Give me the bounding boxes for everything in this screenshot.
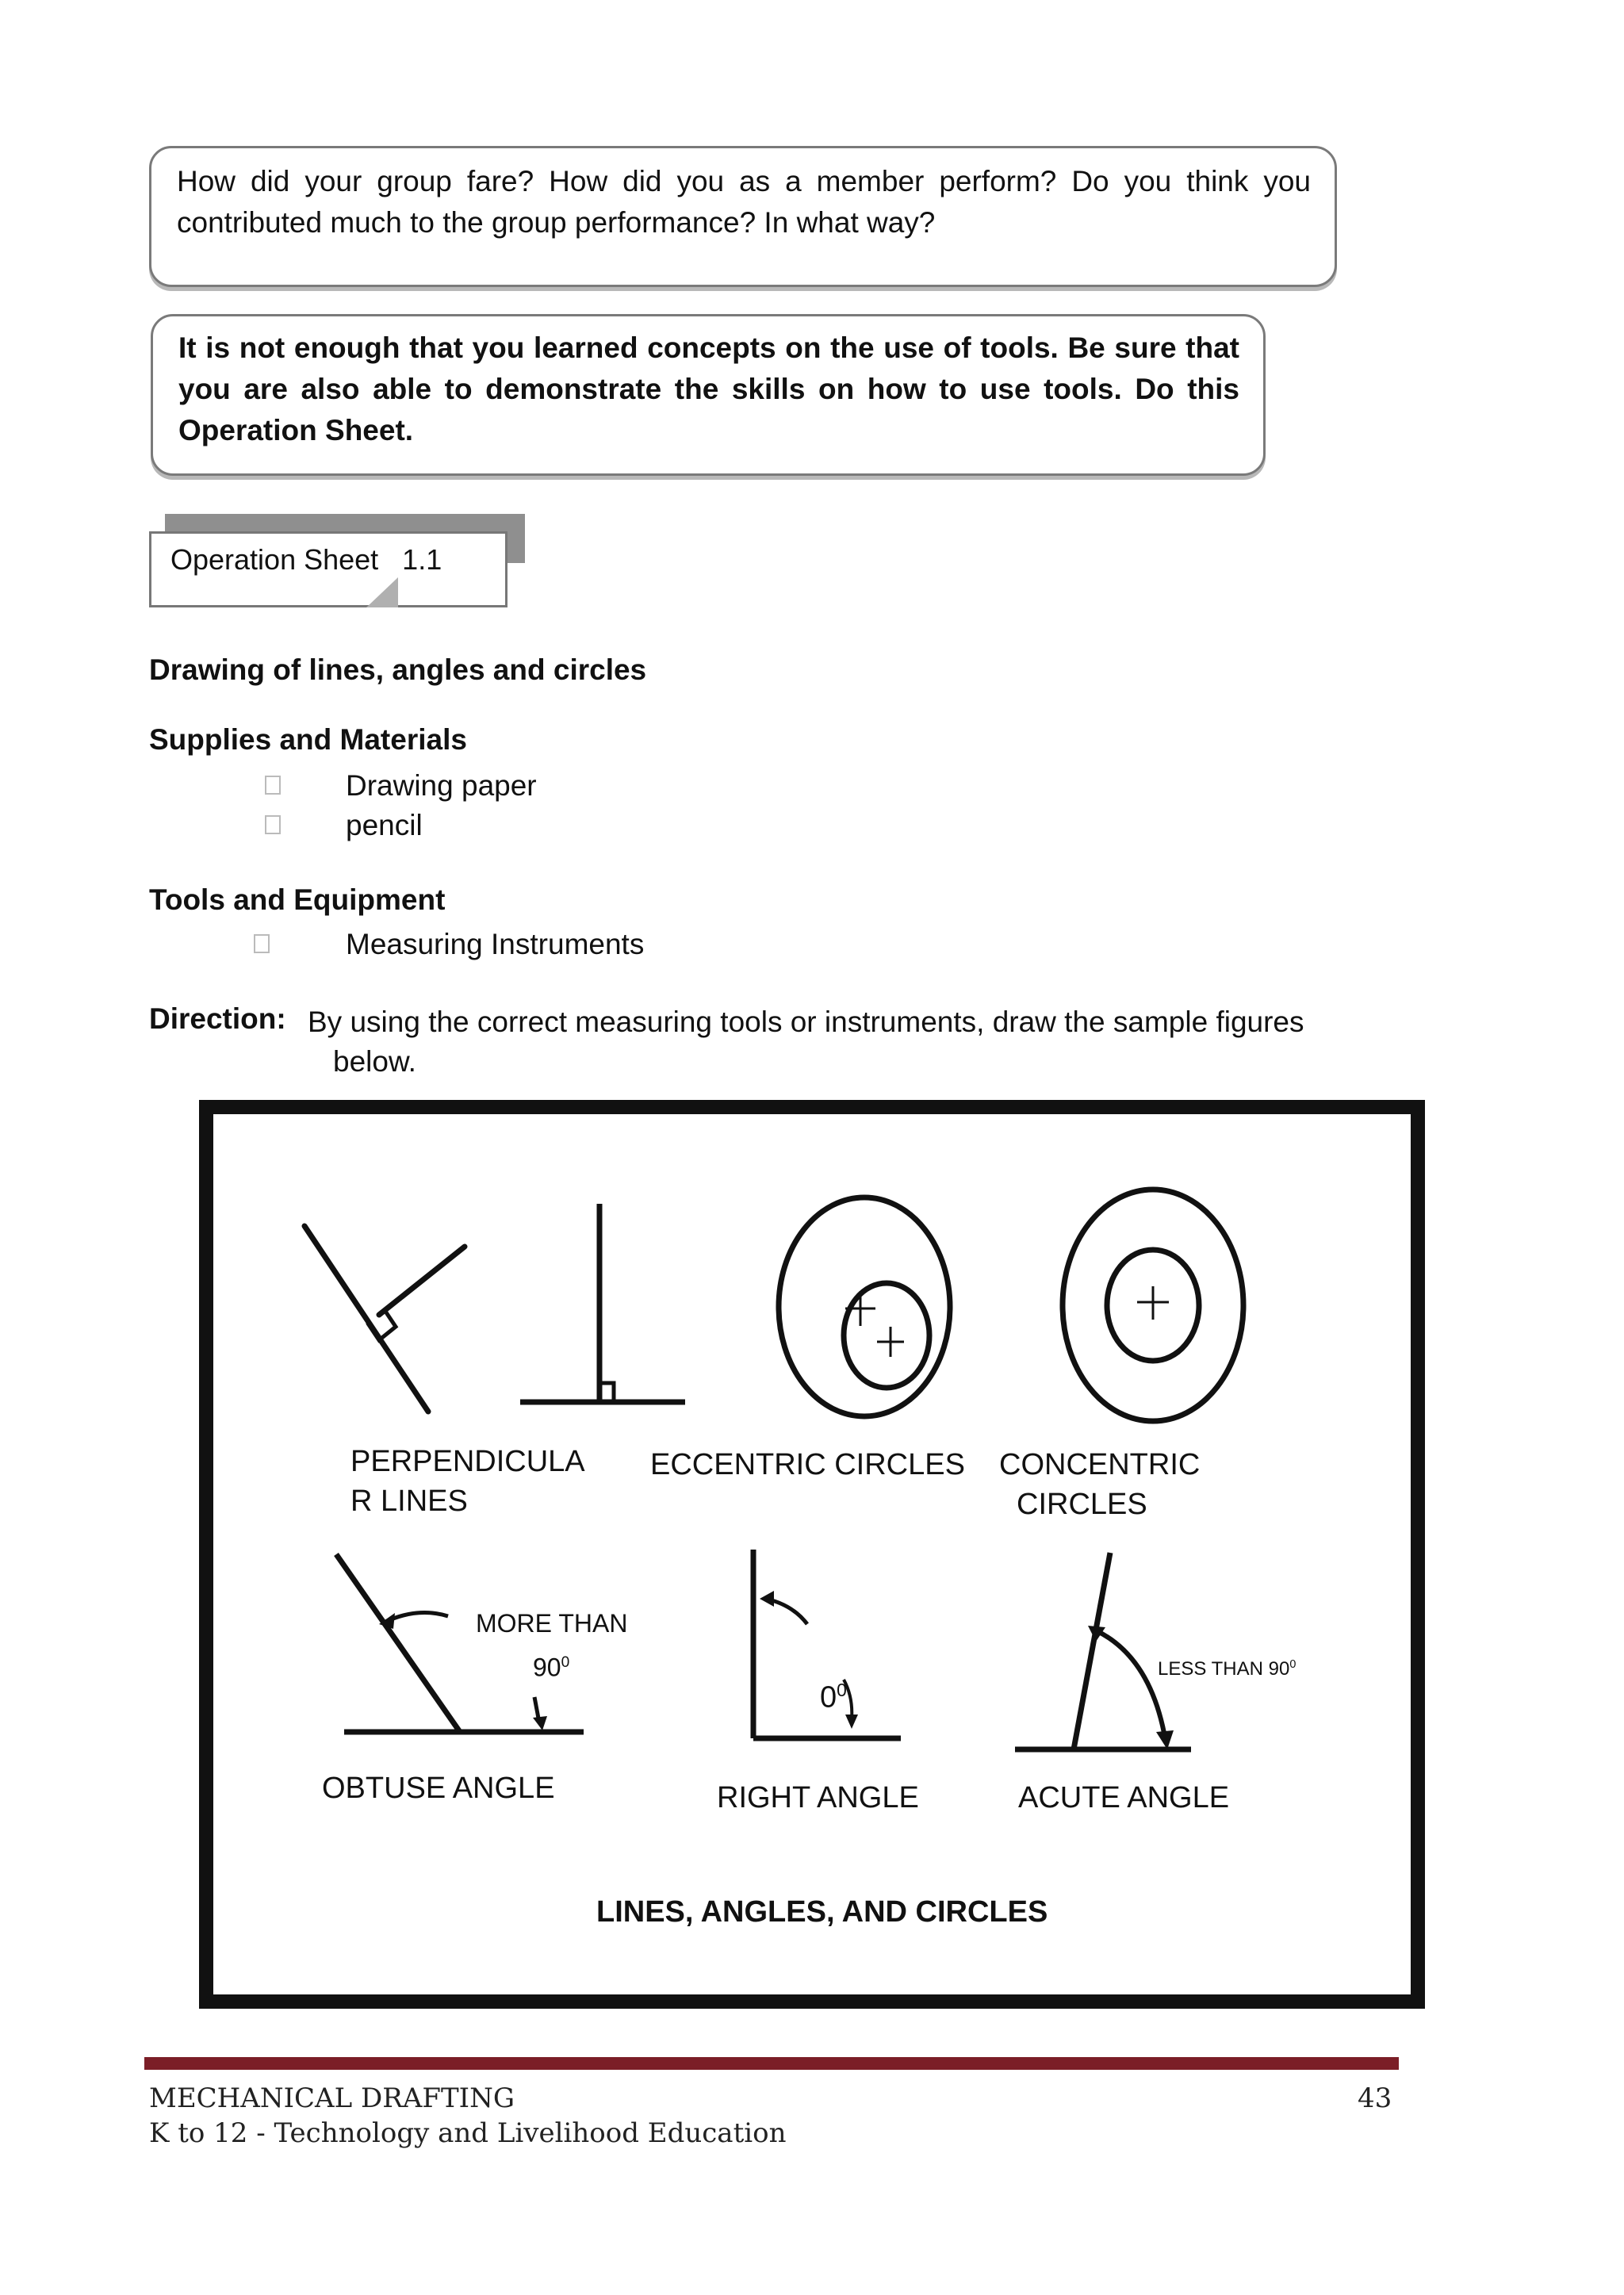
eccentric-circles bbox=[779, 1197, 950, 1416]
perpendicular-label-2: R LINES bbox=[350, 1485, 468, 1518]
more-than-label-1: MORE THAN bbox=[476, 1609, 628, 1638]
instruction-text: It is not enough that you learned concepts on the use of tools. Be sure that you are also able to demonstrate the skills on how to use tools. Do this Operation Sheet. bbox=[178, 331, 1239, 446]
reflection-text: How did your group fare? How did you as a member perform? Do you think you contributed much to the group performance? In what way? bbox=[177, 165, 1311, 239]
direction-line-1: By using the correct measuring tools or instruments, draw the sample figures bbox=[308, 1006, 1304, 1038]
perpendicular-lines-upright bbox=[520, 1204, 685, 1402]
concentric-circles bbox=[1063, 1190, 1243, 1421]
page-number: 43 bbox=[1358, 2082, 1392, 2114]
concentric-label-1: CONCENTRIC bbox=[999, 1448, 1201, 1481]
more-than-label-2: $90^0$ bbox=[533, 1653, 570, 1682]
tool-item: Measuring Instruments bbox=[346, 928, 645, 960]
less-than-label: LESS THAN $90^0$ bbox=[1158, 1658, 1297, 1680]
sheet-title: Drawing of lines, angles and circles bbox=[149, 653, 647, 686]
supply-item: Drawing paper bbox=[346, 769, 537, 802]
footer-program: K to 12 - Technology and Livelihood Education bbox=[149, 2117, 787, 2149]
supply-item: pencil bbox=[346, 809, 423, 841]
footer-rule bbox=[144, 2057, 1399, 2070]
figure-frame bbox=[206, 1107, 1418, 2002]
operation-sheet-label: Operation Sheet 1.1 bbox=[170, 543, 442, 576]
footer-course: MECHANICAL DRAFTING bbox=[149, 2082, 515, 2114]
obtuse-angle-label: OBTUSE ANGLE bbox=[322, 1772, 555, 1805]
concentric-label-2: CIRCLES bbox=[1017, 1488, 1147, 1521]
perpendicular-lines-slanted bbox=[304, 1226, 465, 1412]
supplies-heading: Supplies and Materials bbox=[149, 723, 467, 756]
right-angle-label: RIGHT ANGLE bbox=[717, 1781, 919, 1814]
zero-degree-label: $0^0$ bbox=[820, 1680, 847, 1715]
figure-caption: LINES, ANGLES, AND CIRCLES bbox=[596, 1895, 1048, 1929]
tools-heading: Tools and Equipment bbox=[149, 883, 446, 916]
perpendicular-label-1: PERPENDICULA bbox=[350, 1445, 585, 1478]
eccentric-label: ECCENTRIC CIRCLES bbox=[650, 1448, 965, 1481]
acute-angle-label: ACUTE ANGLE bbox=[1018, 1781, 1230, 1814]
direction-label: Direction: bbox=[149, 1002, 286, 1035]
direction-line-2: below. bbox=[333, 1045, 416, 1078]
